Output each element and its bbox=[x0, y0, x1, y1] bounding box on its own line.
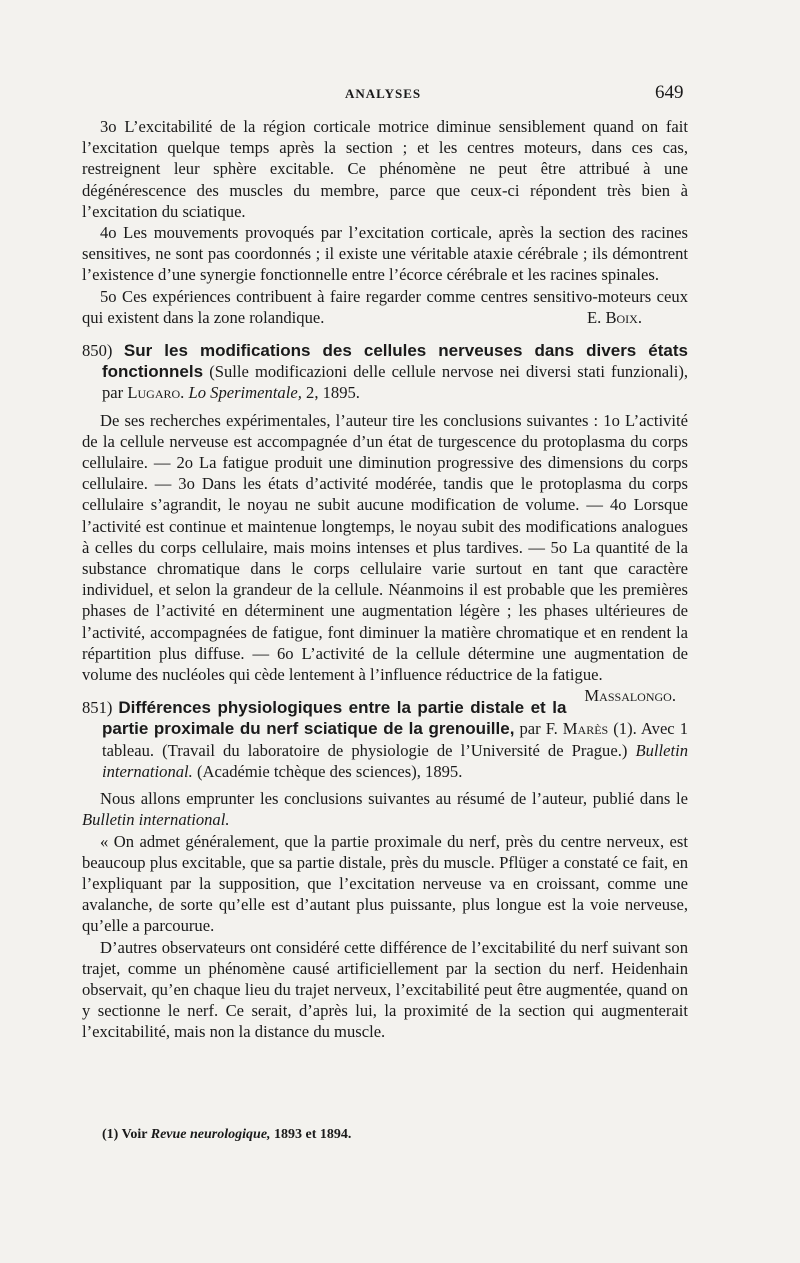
footnote-prefix: (1) Voir bbox=[102, 1127, 148, 1142]
intro-paragraph-5 bbox=[82, 286, 688, 328]
signature-massalongo: Massalongo. bbox=[584, 686, 676, 706]
article-850-body-text: De ses recherches expérimentales, l’auteur tire les conclusions suivantes : 1o L’activité de la cellule nerveuse est accompagnée d’un état de turgescence du protoplasma du corps cellulaire. — 2o La fatigue produit une diminution progressive des dimensions du corps cellulaire. — 3o Dans les états d’activité modérée, tandis que le protoplasma du corps cellulaire s’agrandit, le noyau ne subit aucune modification de volume. — 4o Lorsque l’activité est continue et maintenue longtemps, le noyau subit des modifications analogues à celles du corps cellulaire, mais moins intenses et plus tardives. — 5o La quantité de la substance chromatique dans le corps cellulaire varie surtout en tant que caractère individuel, et selon la grandeur de la cellule. Néanmoins il est probable que les premières phases de l’activité en déterminent une augmentation légère ; les phases ultérieures de l’activité, accompagnées de fatigue, font diminuer la matière chromatique et en rendent la répartition plus diffuse. — 6o L’activité de la cellule détermine une augmentation de volume des nucléoles qui cède lentement à l’influence réductrice de la fatigue. bbox=[82, 410, 688, 685]
article-851-paragraph-3: D’autres observateurs ont considéré cette différence de l’excitabilité du nerf suivant son trajet, comme un phénomène causé artificiellement par la section du nerf. Heidenhain observait, qu’en chaque lieu du trajet nerveux, l’excitabilité peut être augmentée, quand on y sectionne le nerf. Ce serait, d’après lui, la proximité de la section qui augmenterait l’excitabilité, mais non la distance du muscle. bbox=[82, 937, 688, 1042]
article-851-number: 851) bbox=[82, 698, 113, 718]
article-850-title: Sur les modifications des cellules nerveuses dans divers états fonctionnels bbox=[102, 341, 688, 382]
intro-paragraph-3: 3o L’excitabilité de la région corticale motrice diminue sensiblement quand on fait l’excitation quelque temps après la section ; et les centres moteurs, dans ces cas, restreignent leur sphère excitable. Ce phénomène ne peut être attribué à une dégénérescence des muscles du membre, parce que ceux-ci répondent très bien à l’excitation du sciatique. bbox=[82, 117, 688, 221]
footnote bbox=[102, 1127, 682, 1143]
running-title: ANALYSES bbox=[345, 86, 422, 101]
article-850-reference: 2, 1895. bbox=[306, 383, 360, 403]
article-851-author-prefix: par F. bbox=[519, 719, 558, 739]
footnote-suffix: 1893 et 1894. bbox=[274, 1127, 352, 1142]
article-850-subtitle: (Sulle modificazioni delle cellule nervose nei diversi stati funzionali), par bbox=[102, 362, 689, 403]
footnote-journal: Revue neurologique, bbox=[150, 1127, 271, 1142]
article-850-heading bbox=[82, 340, 688, 404]
article-851-journal: Bulletin international. bbox=[102, 740, 689, 781]
article-851-author: Marès bbox=[562, 719, 609, 739]
article-851-paragraph-1-text: Nous allons emprunter les conclusions suivantes au résumé de l’auteur, publié dans le bbox=[100, 789, 688, 809]
signature-boix: E. Boix. bbox=[587, 307, 642, 327]
article-851-reference: (Académie tchèque des sciences), 1895. bbox=[196, 761, 463, 781]
article-851-author-suffix: (1). Avec 1 tableau. (Travail du laboratoire de physiologie de l’Université de Prague.) bbox=[102, 719, 689, 760]
article-850-body bbox=[82, 410, 688, 706]
article-850-number: 850) bbox=[82, 341, 113, 361]
body-text bbox=[82, 116, 688, 1043]
intro-paragraph-4: 4o Les mouvements provoqués par l’excitation corticale, après la section des racines sensitives, ne sont pas coordonnés ; il existe une véritable ataxie cérébrale ; ils démontrent l’existence d’une synergie fonctionnelle entre l’écorce cérébrale et les racines spinales. bbox=[82, 223, 688, 285]
article-851-paragraph-1-journal: Bulletin international. bbox=[82, 810, 230, 830]
article-850-author: Lugaro. bbox=[127, 383, 185, 403]
article-851-title: Différences physiologiques entre la partie distale et la partie proximale du nerf sciatique de la grenouille, bbox=[102, 698, 567, 739]
page-number: 649 bbox=[655, 82, 684, 103]
article-851-heading bbox=[82, 697, 688, 782]
article-850-journal: Lo Sperimentale, bbox=[188, 383, 302, 403]
intro-paragraph-5-text: 5o Ces expériences contribuent à faire regarder comme centres sensitivo-moteurs ceux qui existent dans la zone rolandique. bbox=[82, 286, 688, 327]
article-851-paragraph-2: « On admet généralement, que la partie proximale du nerf, près du centre nerveux, est beaucoup plus excitable, que sa partie distale, près du muscle. Pflüger a constaté ce fait, en l’expliquant par la supposition, que l’excitation nerveuse va en croissant, comme une avalanche, de sorte qu’elle est d’autant plus puissante, plus longue est la voie nerveuse, qu’elle a parcourue. bbox=[82, 831, 688, 936]
article-851-paragraph-1 bbox=[82, 788, 688, 830]
running-header bbox=[0, 82, 800, 106]
